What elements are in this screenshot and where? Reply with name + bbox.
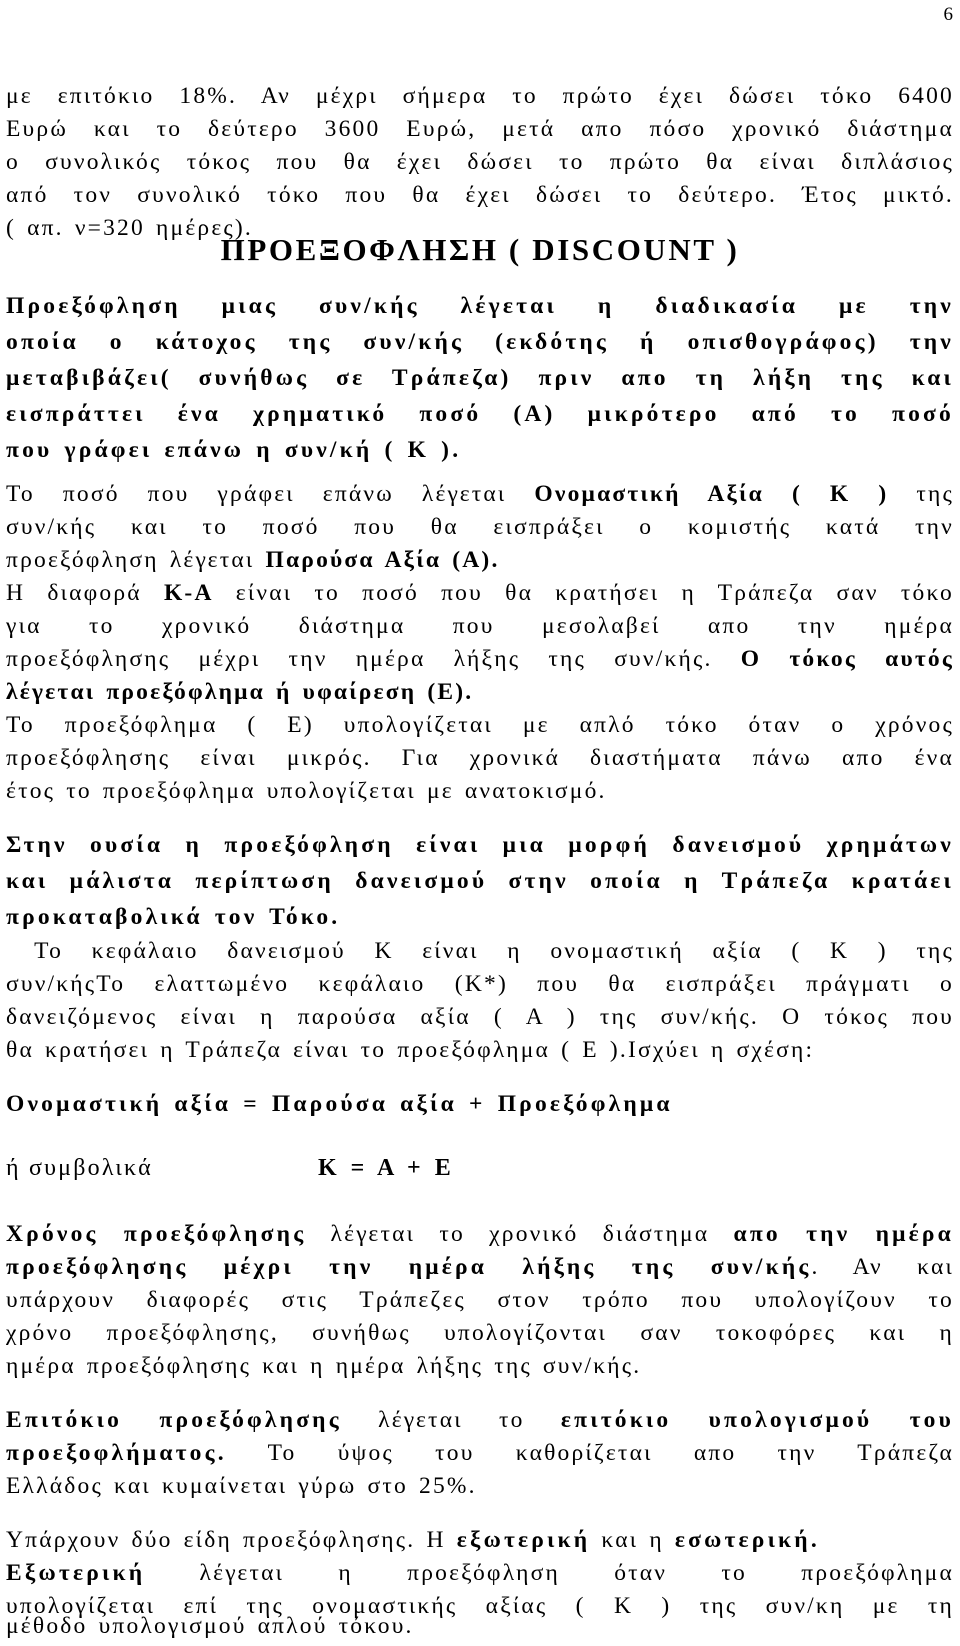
discount-types-line: υπολογίζεται επί της ονομαστικής αξίας ( Κ ) της συν/κη με τη [6,1593,954,1619]
text-span: της [888,481,954,507]
discount-types-line [6,1524,954,1557]
discount-rate-line: Ελλάδος και κυμαίνεται γύρω στο 25%. [6,1473,477,1499]
difference-line: για το χρονικό διάστημα που μεσολαβεί απο την ημέρα [6,613,954,639]
calculation-line: Το προεξόφλημα ( Ε) υπολογίζεται με απλό τόκο όταν ο χρόνος [6,712,954,738]
nominal-line: συν/κής και το ποσό που θα εισπράξει ο κομιστής κατά την [6,514,954,540]
difference-line [6,577,954,610]
calculation-line: προεξόφλησης είναι μικρός. Για χρονικά διαστήματα πάνω απο ένα [6,745,954,771]
term-discount-time: Χρόνος προεξόφλησης [6,1221,307,1247]
term-discount-rate: Επιτόκιο προεξόφλησης [6,1407,342,1433]
difference-line [6,643,954,676]
text-span: Υπάρχουν δύο είδη προεξόφλησης. Η [6,1527,457,1553]
text-span: Το ύψος του καθορίζεται απο την Τράπεζα [226,1440,954,1466]
discount-time-line: ημέρα προεξόφλησης και η ημέρα λήξης της συν/κής. [6,1353,642,1379]
text-span: λέγεται το [341,1407,561,1433]
page-number: 6 [943,4,954,25]
term-interest: Ο τόκος αυτός [740,646,954,672]
term-internal: εσωτερική [674,1527,811,1553]
text-span: είναι το ποσό που θα κρατήσει η Τράπεζα σαν τόκο [213,580,954,606]
text-span: λέγεται το χρονικό διάστημα [306,1221,734,1247]
definition-line: εισπράττει ένα χρηματικό ποσό (Α) μικρότερο από το ποσό [6,401,954,427]
text-span: προεξόφληση λέγεται [6,547,266,573]
discount-time-line [6,1251,954,1284]
essence-line: Στην ουσία η προεξόφληση είναι μια μορφή δανεισμού χρημάτων [6,832,954,858]
calculation-line: έτος το προεξόφλημα υπολογίζεται με ανατοκισμό. [6,778,607,804]
text-span: Το ποσό που γράφει επάνω λέγεται [6,481,535,507]
formula-symbolic-label: ή συμβολικά [6,1155,153,1181]
capital-line: Το κεφάλαιο δανεισμού Κ είναι η ονομαστική αξία ( Κ ) της [6,938,954,964]
text-span: . Αν και [811,1254,954,1280]
intro-line: με επιτόκιο 18%. Αν μέχρι σήμερα το πρώτο έχει δώσει τόκο 6400 [6,83,954,109]
discount-time-line [6,1218,954,1251]
discount-time-line: χρόνο προεξόφλησης, συνήθως υπολογίζονται σαν τοκοφόρες και η [6,1320,954,1346]
formula-words: Ονομαστική αξία = Παρούσα αξία + Προεξόφλημα [6,1091,673,1117]
discount-types-line [6,1557,954,1590]
nominal-line [6,478,954,511]
text-span: και η [590,1527,675,1553]
nominal-line [6,544,954,577]
text-span-bold: επιτόκιο υπολογισμού του [560,1407,954,1433]
intro-line: Ευρώ και το δεύτερο 3600 Ευρώ, μετά απο πόσο χρονικό διάστημα [6,116,954,142]
discount-rate-line [6,1437,954,1470]
intro-line: από τον συνολικό τόκο που θα έχει δώσει το δεύτερο. Έτος μικτό. [6,182,954,208]
discount-rate-line [6,1404,954,1437]
discount-time-line: υπάρχουν διαφορές στις Τράπεζες στον τρόπο που υπολογίζουν το [6,1287,954,1313]
capital-line: δανειζόμενος είναι η παρούσα αξία ( Α ) της συν/κής. Ο τόκος που [6,1004,954,1030]
text-span: . [810,1527,819,1553]
term-external: εξωτερική [456,1527,591,1553]
text-span-bold: προεξόφλησης μέχρι την ημέρα λήξης της συν/κής [6,1254,812,1280]
definition-line: οποία ο κάτοχος της συν/κής (εκδότης ή οπισθογράφος) την [6,329,954,355]
term-external: Εξωτερική [6,1560,146,1586]
term-nominal-value: Ονομαστική Αξία ( Κ ) [534,481,889,507]
intro-line: ( απ. ν=320 ημέρες). [6,215,253,241]
text-span: προεξόφλησης μέχρι την ημέρα λήξης της συν/κής. [6,646,741,672]
text-span: λέγεται η προεξόφληση όταν το προεξόφλημα [145,1560,954,1586]
essence-line: και μάλιστα περίπτωση δανεισμού στην οποία η Τράπεζα κρατάει [6,868,954,894]
capital-line: συν/κήςΤο ελαττωμένο κεφάλαιο (Κ*) που θα εισπράξει πράγματι ο [6,971,954,997]
text-span: Η διαφορά [6,580,164,606]
text-span-bold: προεξοφλήματος. [6,1440,227,1466]
definition-line: μεταβιβάζει( συνήθως σε Τράπεζα) πριν απο τη λήξη της και [6,365,954,391]
definition-line: που γράφει επάνω η συν/κή ( Κ ). [6,437,462,463]
definition-line: Προεξόφληση μιας συν/κής λέγεται η διαδικασία με την [6,293,954,319]
capital-line: θα κρατήσει η Τράπεζα είναι το προεξόφλημα ( Ε ).Ισχύει η σχέση: [6,1037,815,1063]
term-k-minus-a: Κ-Α [163,580,214,606]
discount-types-line: μέθοδο υπολογισμού απλού τόκου. [6,1613,414,1639]
intro-line: ο συνολικός τόκος που θα έχει δώσει το πρώτο θα είναι διπλάσιος [6,149,954,175]
formula-symbolic-expression: Κ = Α + Ε [318,1155,453,1181]
text-span-bold: απο την ημέρα [733,1221,954,1247]
term-present-value: Παρούσα Αξία (Α). [265,547,500,573]
essence-line: προκαταβολικά τον Τόκο. [6,904,341,930]
section-heading: ΠΡΟΕΞΟΦΛΗΣΗ ( DISCOUNT ) [220,232,740,267]
difference-line: λέγεται προεξόφλημα ή υφαίρεση (Ε). [6,679,474,705]
